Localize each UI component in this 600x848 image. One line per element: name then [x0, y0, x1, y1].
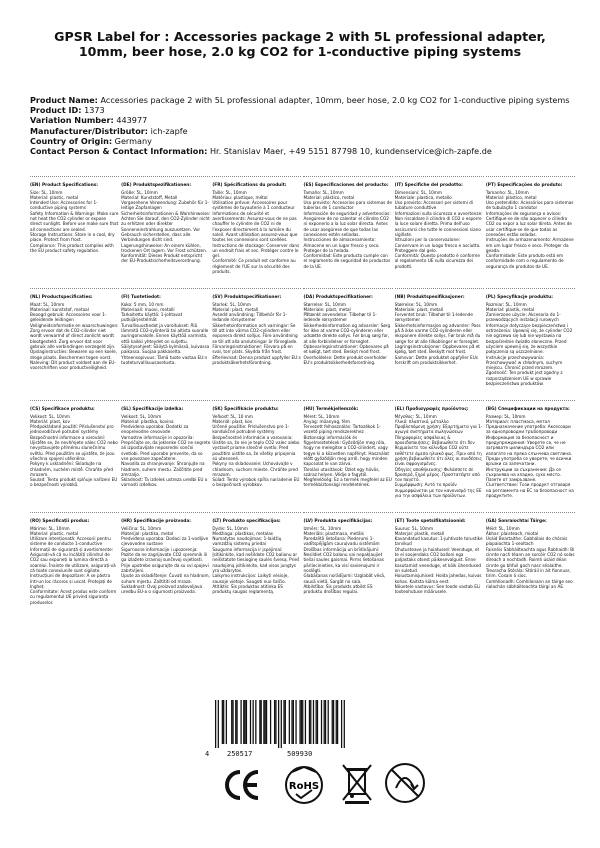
product-info-block — [30, 95, 575, 156]
spec-body: Storlek: 5L, 10mm Material: plast, metall Avsedd användning: Tillbehör för 1-ledande rörsystemer Säkerhetsinformation och varningar: Se till att inte värma CO2-cylindern eller exponera direkt solljus. Före användning se till att alla anslutningar är förseglade. Förvaringsinstruktioner: Förvara på en sval, torr plats. Skydda från frost. Efterlevnad: Denna produkt uppfyller EU:s produktsäkerhetsförordning. — [212, 301, 301, 365]
spec-block — [486, 512, 575, 624]
info-value: Hr. Stanislav Maer, +49 5151 87798 10, kundenservice@ich-zapfe.de — [209, 146, 492, 157]
spec-heading: (SV) Produktspecifikationer: — [212, 295, 282, 300]
info-value: Germany — [114, 135, 152, 146]
spec-body: Veľkosť: 5L, 10 mm Materiál: plast, kov Určené použitie: Príslušenstvo pre 1-kondukčné potrubné systémy Bezpečnostné informácie a varovania: Uistite sa, že nie je teplo CO2 valec alebo vystaviť priame slnečné svetlo. Pred použitím uistite sa, že všetky pripojenia sú utesnené. Pokyny na skladovanie: Uchovávajte v chladnom, suchom mieste. Chráňte pred mrazom. Súlad: Tento výrobok spĺňa nariadenie EÚ o bezpečnosti výrobkov. — [212, 413, 300, 488]
barcode-bar — [301, 700, 302, 744]
barcode-bar — [317, 700, 318, 744]
spec-heading: (SK) Špecifikácie produktu: — [212, 407, 279, 412]
barcode-bar — [337, 700, 338, 744]
spec-body: Izmērs: 5L, 10mm Materiāls: plastmasa, metāls Paredzētā lietošana: Piederumi 1-vadītspējīgām cauruļvadu sistēmām Drošības informācija un brīdinājumi: Nesildiet CO2 balonu vai nepakļaujiet tiešai saules gaismai. Pirms lietošanas pārliecinieties, ka visi savienojumi ir noslēgti. Glabāšanas norādījumi: Uzglabāt vēsā, sausā vietā. Sargāt no sala. Atbilstība: Šis produkts atbilst ES produktu drošības regulai. — [303, 525, 386, 595]
barcode-bar — [226, 700, 227, 744]
barcode-bar — [232, 700, 233, 744]
spec-body: Rozmiar: 5L, 10mm Materiał: plastik, metal Zamierzone użycie: Akcesoria do 1-przewodzących instalacji rurowych Informacje dotyczące bezpieczeństwa i ostrzeżenia: Upewnij się, że cylinder CO2 nie ogrzewa się lub nie wystawia na bezpośrednie światło słoneczne. Przed użyciem upewnij się, że wszystkie połączenia są uszczelnione. Instrukcje przechowywania: Przechowywać w chłodnym, suchym miejscu. Chronić przed mrozem. Zgodność: Ten produkt jest zgodny z rozporządzeniem UE w sprawie bezpieczeństwa produktów. — [485, 301, 573, 387]
spec-block — [212, 400, 301, 512]
spec-heading: (FR) Spécifications du produit: — [212, 183, 287, 188]
spec-block — [303, 400, 392, 512]
barcode-bar — [222, 700, 223, 744]
spec-body: Velikost: 5L, 10mm Materiál: plast, kov Předpokládané použití: Příslušenství pro jednovodičové potrubní systémy Bezpečnostní informace a varování: Ujistěte se, že nevhřejete válec CO2 nebo nevystavujete přímému slunečnímu světlu. Před použitím se ujistěte, že jsou všechna spojení utěsněna. Pokyny k uskladnění: Skladujte na chladném, suchém místě. Chraňte před mrazem. Soulad: Tento produkt splňuje nařízení EU o bezpečnosti výrobků. — [30, 413, 118, 488]
barcode-bar — [299, 700, 300, 744]
ean-barcode — [205, 700, 345, 760]
barcode-bar — [253, 700, 254, 744]
spec-heading: (ET) Toote spetsifikatsioonid: — [394, 519, 466, 524]
spec-heading: (BG) Спецификации на продукта: — [485, 407, 570, 412]
info-key: Country of Origin: — [30, 135, 113, 146]
spec-body: Velikost: 5L, 10mm Material: plastika, kovina Predvidena uporaba: Dodatki za enoprevodne cevovode Varnostne informacije in opozorila: Prepričajte se, da jeklenke CO2 ne segrete ali izpostavljate neposredni sončni svetlobi. Pred uporabo preverite, da so vse povezave zapečatene. Navodila za shranjevanje: Shranjujte na hladnem, suhem mestu. Zaščitite pred zmrzaljo. Skladnost: Ta izdelek ustreza uredbi EU o varnosti izdelkov. — [121, 413, 211, 488]
spec-block — [395, 176, 484, 288]
spec-block — [303, 176, 392, 288]
barcode-bar — [313, 700, 314, 744]
spec-block — [30, 288, 119, 400]
barcode-bar — [333, 700, 334, 744]
barcode-bar — [341, 700, 342, 748]
spec-heading: (EN) Product Specifications: — [30, 183, 98, 188]
barcode-digits-right: 509930 — [287, 750, 313, 758]
spec-heading: (PT) Especificações do produto: — [485, 183, 563, 188]
barcode-bar — [246, 700, 247, 744]
spec-heading: (HR) Specifikacije proizvoda: — [121, 519, 192, 524]
barcode-bar — [215, 700, 216, 748]
info-value: ich-zapfe — [150, 125, 188, 136]
barcode-bar — [263, 700, 264, 744]
info-value: Accessories package 2 with 5L professional adapter, 10mm, beer hose, 2.0 kg CO2 for 1-conductive piping systems — [100, 95, 570, 105]
spec-heading: (IT) Specifiche del prodotto: — [394, 183, 463, 188]
spec-heading: (PL) Specyfikacje produktu: — [485, 295, 553, 300]
barcode-bar — [218, 700, 219, 748]
spec-block — [486, 400, 575, 512]
spec-block — [30, 176, 119, 288]
barcode-bar — [302, 700, 303, 744]
spec-block — [486, 288, 575, 400]
barcode-bar — [344, 700, 345, 748]
barcode-bar — [324, 700, 325, 744]
spec-body: Размер: 5L, 10mm Материал: пластмаса, метал Предназначение употреба: Аксесоари за еднопроводни тръбопроводи Информация за безопасност и предупреждения: Уверете се, че не загрявате цилиндъра CO2 или излагате на пряка слънчева светлина. Преди употреба се уверете, че всички връзки са запечатани. Инструкции за съхранение: Да се съхранява на хладно, сухо място. Пазете от замръзване. Съответствие: Този продукт отговаря на регламента на ЕС за безопасност на продуктите. — [485, 413, 574, 499]
barcode-bar — [240, 700, 241, 744]
spec-block — [121, 400, 210, 512]
rohs-icon — [284, 764, 324, 808]
barcode-bar — [278, 700, 279, 748]
info-key: Variation Number: — [30, 115, 114, 126]
spec-body: Veličina: 5L, 10mm Materijal: plastika, metal Predviđena uporaba: Dodaci za 1-vodljive cjevovodne sustave Sigurnosne informacije i upozorenja: Pazite da ne zagrijavate CO2 spremnik ili ga izlažete izravnoj sunčevoj svjetlosti. Prije upotrebe osigurajte da su svi spojevi zabrtvljeni. Upute za skladištenje: Čuvati na hladnom, suhom mjestu. Zaštititi od mraza. Sukladnost: Ovaj proizvod zadovoljava uredbu EU-a o sigurnosti proizvoda. — [121, 525, 210, 595]
spec-block — [395, 400, 484, 512]
info-row — [30, 136, 575, 146]
spec-body: Mărime: 5L, 10mm Material: plastic, metal Utilizare intenționată: Accesorii pentru sisteme de conducte 1-conductive Informații de siguranță și avertismente: Asigurați-vă că nu încălziți cilindrul de CO2 sau expuneți la lumina directă a soarelui. Înainte de utilizare, asigurați-vă că toate conexiunile sunt sigilate. Instrucțiuni de depozitare: A se păstra într-un loc răcoros și uscat. Protejați de îngheț. Conformitate: Acest produs este conform cu regulamentul UE privind siguranța produselor. — [30, 525, 117, 605]
barcode-bar — [293, 700, 294, 744]
barcode-bar — [265, 700, 266, 744]
spec-heading: (SL) Specifikacije izdelka: — [121, 407, 184, 412]
barcode-bar — [321, 700, 322, 744]
barcode-bar — [270, 700, 271, 744]
info-row — [30, 126, 575, 136]
barcode-bar — [316, 700, 317, 744]
info-key: Contact Person & Contact Information: — [30, 146, 208, 157]
barcode-bar — [295, 700, 296, 744]
spec-body: Koko: 5 mm, 10 mm Materiaali: muovi, metalli Tarkoitettu käyttö: 1-johtavat putkijärjestelmät Turvallisuustiedot ja varoitukset: Älä lämmitä CO2-sylinteriä tai altista suoralle auringonvalolle. Ennen käyttöä varmista, että kaikki yhteydet on suljettu. Säilytysohjeet: Säilytä kylmässä, kuivassa paikassa. Suojaa pakkaselta. Yhteensopivuus: Tämä tuote vastaa EU:n tuoteturvallisuusasetusta. — [121, 301, 210, 365]
spec-block — [212, 288, 301, 400]
spec-block — [395, 512, 484, 624]
spec-body: Tamaño: 5L, 10mm Material: plástico, metal Uso previsto: Accesorios para sistemas de tuberías de 1 conductor Información de seguridad y advertencias: Asegúrese de no calentar el cilindro CO2 ni exponerlo a la luz solar directa. Antes de usar asegúrese de que todas las conexiones estén selladas. Instrucciones de almacenamiento: Almacene en un lugar fresco y seco. Proteger de la helada. Conformidad: Este producto cumple con el reglamento de seguridad de productos de la UE. — [303, 189, 392, 269]
spec-heading: (DE) Produktspezifikationen: — [121, 183, 192, 188]
specifications-grid — [30, 176, 575, 624]
info-value: 443977 — [116, 115, 148, 126]
spec-body: Maat: 5L, 10mm Materiaal: kunststof, metaal Beoogd gebruik: Accessoires voor 1-geleidende leidingen Veiligheidsinformatie en waarschuwingen: Zorg ervoor dat de CO2-cilinder niet wordt verwarmd of direct zonlicht wordt blootgesteld. Zorg ervoor dat voor gebruik alle verbindingen verzegeld zijn. Opslaginstructies: Bewaren op een koele, droge plaats. Beschermen tegen vorst. Naleving: Dit product voldoet aan de EU-voorschriften voor productveiligheid. — [30, 301, 119, 371]
barcode-bar — [310, 700, 311, 744]
spec-heading: (DA) Produktspecifikationer: — [303, 295, 373, 300]
barcode-bar — [325, 700, 326, 744]
spec-body: Size: 5L, 10mm Material: plastic, metal Intended Use: Accessories for 1-conductive piping systems Safety Information & Warnings: Make sure not heat the CO2 cylinder or expose direct sunlight. Before use make sure that all connections are sealed. Storage Instructions: Store in a cool, dry place. Protect from frost. Compliance: This product complies with the EU product safety regulation. — [30, 189, 119, 253]
info-key: Product Name: — [30, 95, 98, 105]
spec-block — [212, 176, 301, 288]
barcode-bar — [332, 700, 333, 744]
barcode-digits-left: 250517 — [227, 750, 253, 758]
info-row — [30, 95, 575, 105]
spec-heading: (ES) Especificaciones del producto: — [303, 183, 389, 188]
spec-body: Größe: 5L, 10mm Material: Kunststoff, Metall Vorgesehene Verwendung: Zubehör für 1-leitige Zapfanlagen Sicherheitsinformationen & Warnhinweise: Achten Sie darauf, den CO2-Zylinder nicht zu erhitzen oder direkter Sonneneinstrahlung auszusetzen. Vor Gebrauch sicherstellen, dass alle Verbindungen dicht sind. Lagerungshinweise: An einem kühlen, trockenen Ort lagern. Vor Frost schützen. Konformität: Dieses Produkt entspricht der EU-Produktsicherheitsverordnung. — [121, 189, 211, 264]
spec-heading: (CS) Specifikace produktu: — [30, 407, 95, 412]
barcode-bar — [274, 700, 275, 744]
spec-block — [486, 176, 575, 288]
barcode-bar — [255, 700, 256, 744]
spec-body: Dydis: 5L, 10mm Medžiaga: plastikas, metalas Numatytas naudojimas: 1-laidžių vamzdžių sistemų priedai Saugumo informacija ir įspėjimai: Įsitikinkite, kad nešildote CO2 balionu ar neišstatote tiesioginę saulės šviesą. Prieš naudojimą įsitikinkite, kad visos jungtys yra uždarytos. Laikymo instrukcijos: Laikyti vėsioje, sausoje vietoje. Saugoti nuo šalčio. Atitiktis: Šis produktas atitinka ES produktų saugos reglamentą. — [212, 525, 300, 595]
spec-body: Méid: 5L, 10mm Ábhar: plaisteach, miotal Úsáid Beartaithe: Gabhálais do chórais píopaíochta 1-seoltach Faisnéis Sábháilteachta agus Rabhaidh: Bí cinnte nach téann an sorcóir CO2 nó solas díreach a nochtadh. Roimh úsáid déan cinnte go bhfuil gach nasc séalaithe. Treoracha Stórála: Stóráil in áit fionnuar, tirim. Cosain ó sioc. Comhlíonadh: Comhlíonann an táirge seo rialachán sábháilteachta táirgí an AE. — [485, 525, 575, 589]
info-row — [30, 105, 575, 115]
spec-block — [30, 512, 119, 624]
spec-block — [212, 512, 301, 624]
barcode-bar — [235, 700, 236, 744]
label-title: GPSR Label for : Accessories package 2 with 5L professional adapter, 10mm, beer hose, 2.0 kg CO2 for 1-conductive piping systems — [54, 29, 546, 59]
spec-heading: (RO) Specificații produs: — [30, 519, 90, 524]
info-value: 1373 — [84, 105, 105, 116]
spec-heading: (EL) Προδιαγραφές προϊόντος: — [394, 407, 469, 412]
spec-body: Méret: 5L, 10mm Anyag: műanyag, fém Tervezett felhasználás: Tartozékok 1-vezető piping rendszerekhez Biztonsági információk és figyelmeztetések: Győződjön meg róla, hogy ne melegítse a CO2-cilindert, vagy tegye ki a közvetlen napfényt. Használat előtt győződjön meg arról, hogy minden kapcsolat le van zárva. Tárolási utasítások: Üzlet egy hűvös, száraz helyen. Védje a fagytól. Megfelelőség: Ez a termék megfelel az EU termékbiztonsági rendeletének. — [303, 413, 392, 488]
spec-body: Dimensioni: 5L, 10mm Materiale: plastica, metallo Uso previsto: Accessori per sistemi di tubature conduttive Informazioni sulla sicurezza e avvertenze: Non riscaldare il cilindro di CO2 o esporre la luce solare diretta. Prima dell'uso assicurarsi che tutte le connessioni siano sigillate. Istruzioni per la conservazione: Conservare in un luogo fresco e asciutto. Proteggere dal gelo. Conformità: Questo prodotto è conforme al regolamento UE sulla sicurezza dei prodotti. — [394, 189, 483, 269]
barcode-bar — [236, 700, 237, 744]
barcode-digit-first: 4 — [205, 750, 210, 758]
barcode-bar — [275, 700, 276, 744]
spec-body: Størrelse: 5L, 10mm Materiale: plast, metall Forventet bruk: Tilbehør til 1-ledende rørsystemer Sikkerhetsinformasjon og advarsler: Pass på å ikke varme CO2-sylinderen eller eksponere direkte sollys. Før bruk må du sørge for at alle tilkoblinger er forseglet. Lagringsinstruksjoner: Oppbevares på et kjølig, tørt sted. Beskytt mot frost. Samsvar: Dette produktet oppfyller EUs forskrift om produktsikkerhet. — [394, 301, 481, 365]
barcode-bar — [250, 700, 251, 744]
barcode-bar — [328, 700, 329, 744]
barcode-bar — [309, 700, 310, 744]
spec-heading: (HU) Termékjellemzők: — [303, 407, 359, 412]
spec-block — [121, 176, 210, 288]
spec-heading: (FI) Tuotetiedot: — [121, 295, 161, 300]
spec-block — [121, 512, 210, 624]
barcode-bar — [285, 700, 286, 744]
spec-block — [303, 512, 392, 624]
spec-heading: (NB) Produktspesifikasjoner: — [394, 295, 465, 300]
barcode-bar — [266, 700, 267, 744]
spec-heading: (NL) Productspecificaties: — [30, 295, 93, 300]
spec-heading: (GA) Sonraíochtaí Táirge: — [485, 519, 547, 524]
barcode-bar — [223, 700, 224, 744]
barcode-bar — [289, 700, 290, 744]
spec-block — [303, 288, 392, 400]
spec-heading: (LV) Produkta specifikācijas: — [303, 519, 373, 524]
barcode-bar — [336, 700, 337, 744]
barcode-bar — [231, 700, 232, 744]
spec-body: Størrelse: 5L, 10mm Materiale: plast, metal Påtænkt anvendelse: Tilbehør til 1-ledende rørsystemer Sikkerhedsinformation og advarsler: Sørg for ikke at varme CO2-cylinderen eller udsætte direkte sollys. Før brug sørg for, at alle forbindelser er forseglet. Opbevaringsinstruktioner: Opbevares på et køligt, tørt sted. Beskyt mod frost. Overholdelse: Dette produkt overholder EU's produktsikkerhedsforordning. — [303, 301, 391, 365]
info-key: Manufacturer/Distributor: — [30, 125, 149, 136]
ce-mark-icon — [222, 768, 262, 802]
spec-block — [395, 288, 484, 400]
barcode-bar — [243, 700, 244, 744]
spec-heading: (LT) Produkto specifikacijos: — [212, 519, 281, 524]
barcode-bar — [281, 700, 282, 748]
info-row — [30, 115, 575, 125]
barcode-bar — [261, 700, 262, 744]
barcode-bars — [205, 700, 345, 748]
barcode-bar — [283, 700, 284, 744]
spec-body: Μέγεθος: 5L, 10mm Υλικό: πλαστικό, μέταλλο Προβλεπόμενη χρήση: Εξαρτήματα για 1-αγωγά συστήματα σωληνώσεων Πληροφορίες ασφάλειας & προειδοποιήσεις: Βεβαιωθείτε ότι δεν θερμαίνετε τον κύλινδρο CO2 ούτε εκθέτετε άμεσο ηλιακό φως. Πριν από τη χρήση βεβαιωθείτε ότι όλες οι συνδέσεις είναι σφραγισμένες. Οδηγίες αποθήκευσης: Φυλάσσετε σε δροσερό, ξηρό μέρος. Προστατέψτε από τον παγετό. Συμμόρφωση: Αυτό το προϊόν συμμορφώνεται με τον κανονισμό της ΕΕ για την ασφάλεια των προϊόντων. — [394, 413, 483, 499]
barcode-bar — [244, 700, 245, 744]
barcode-bar — [291, 700, 292, 744]
svg-text:RoHS: RoHS — [288, 781, 320, 792]
barcode-bar — [305, 700, 306, 744]
spec-body: Tamanho: 5L, 10mm Material: plástico, metal Uso pretendido: Acessórios para sistemas de tubulação 1 condutor Informações de segurança e avisos: Certifique-se de não aquecer o cilindro CO2 ou expor a luz solar direta. Antes de usar certifique-se de que todas as conexões estão seladas. Instruções de armazenamento: Armazene em um lugar fresco e seco. Proteger da geada. Conformidade: Este produto está em conformidade com o regulamento de segurança de produtos da UE. — [485, 189, 574, 269]
wheelie-bin-crossed-icon — [340, 762, 374, 804]
spec-body: Suurus: 5L, 10mm Materjal: plastik, metall Kavandatud kasutus: 1-juhtivate torustike tarvikud Ohutusteave ja hoiatused: Veenduge, et te ei soojendaks CO2 balloni ega paljastaks otsest päikesevalgust. Enne kasutamist veenduge, et kõik ühendused on suletud. Hoiustamisjuhised: Hoida jahedas, kuivas kohas. Kaitsta külma eest. Nõuetele vastavus: See toode vastab ELi tooteohutuse määrusele. — [394, 525, 483, 595]
spec-block — [121, 288, 210, 400]
spec-body: Taille: 5L, 10mm Matériau: plastique, métal Utilisation prévue: Accessoires pour systèmes de tuyauterie à 1 conducteur Informations de sécurité et avertissements: Assurez-vous de ne pas chauffer le cylindre de CO2 ni de l'exposer directement à la lumière du soleil. Avant utilisation assurez-vous que toutes les connexions sont scellées. Instructions de stockage: Conserver dans un endroit frais et sec. Protéger contre le gel. Conformité: Ce produit est conforme au règlement de l'UE sur la sécurité des produits. — [212, 189, 300, 275]
spec-block — [30, 400, 119, 512]
info-key: Product ID: — [30, 105, 82, 116]
barcode-bar — [259, 700, 260, 744]
packaging-recycling-icon — [384, 762, 426, 804]
info-row — [30, 146, 575, 156]
